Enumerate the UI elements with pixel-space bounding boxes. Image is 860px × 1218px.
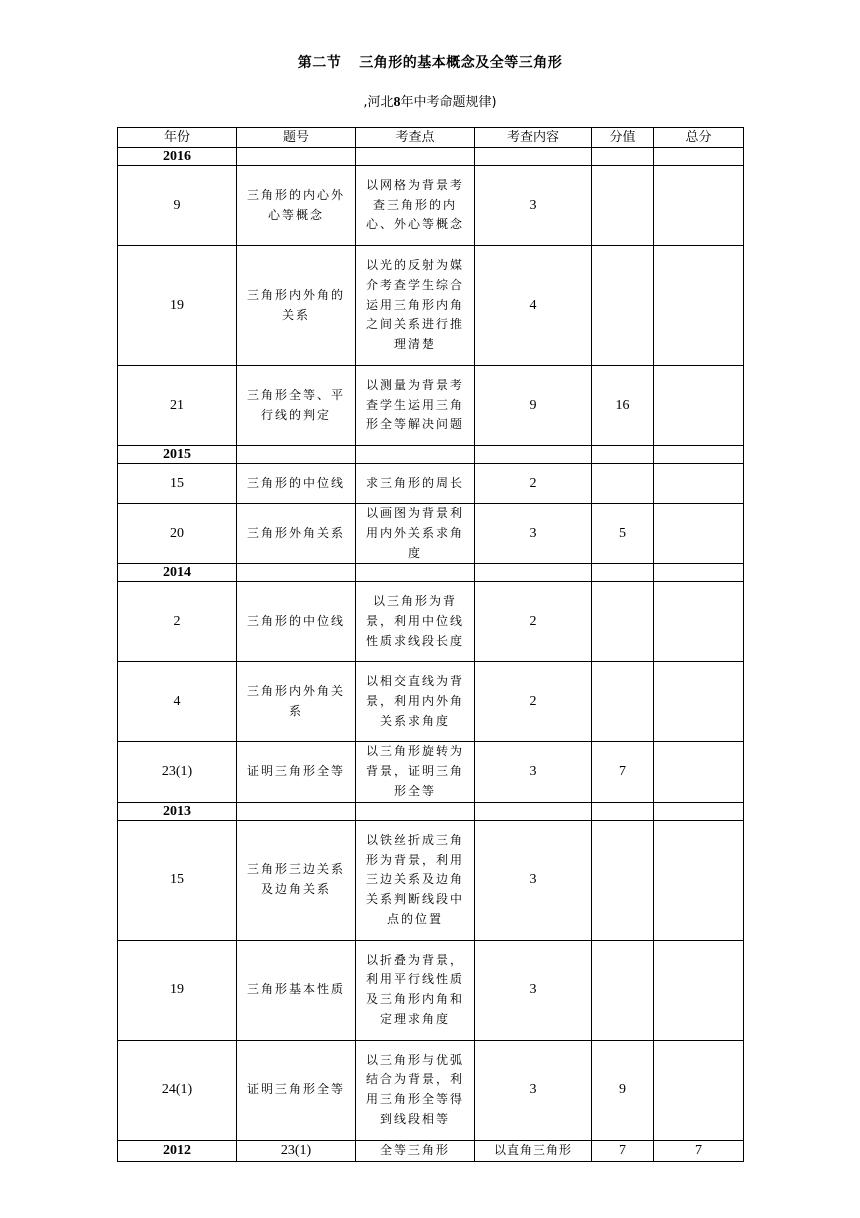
- subtotal-cell: 9: [592, 1040, 654, 1140]
- question-number-cell: 23(1): [118, 742, 237, 802]
- table-row: [118, 166, 744, 246]
- exam-point-cell: 三角形的中位线: [237, 582, 356, 662]
- subtotal-cell: [592, 166, 654, 246]
- page-subtitle: [0, 91, 860, 111]
- section-label: 第二节: [297, 55, 342, 71]
- subtotal-cell: 16: [592, 366, 654, 446]
- year-row: [118, 802, 744, 820]
- score-cell: 3: [475, 940, 592, 1040]
- table-row: [118, 1140, 744, 1161]
- score-cell: 2: [475, 582, 592, 662]
- header-question-number: 题号: [237, 128, 356, 148]
- exam-content-cell: 以三角形为背景，利用中位线性质求线段长度: [356, 582, 475, 662]
- score-cell: 2: [475, 662, 592, 742]
- table-row: [118, 246, 744, 366]
- exam-point-cell: 三角形的内心外心等概念: [237, 166, 356, 246]
- score-cell: 3: [475, 1040, 592, 1140]
- subtotal-cell: [592, 662, 654, 742]
- question-number-cell: 9: [118, 166, 237, 246]
- exam-point-cell: 三角形的中位线: [237, 464, 356, 504]
- score-cell: 9: [475, 366, 592, 446]
- year-cell: 2013: [118, 802, 237, 820]
- table-row: [118, 820, 744, 940]
- exam-point-cell: 三角形基本性质: [237, 940, 356, 1040]
- table-row: [118, 662, 744, 742]
- year-row: [118, 148, 744, 166]
- exam-content-cell: 以折叠为背景，利用平行线性质及三角形内角和定理求角度: [356, 940, 475, 1040]
- exam-content-cell: 求三角形的周长: [356, 464, 475, 504]
- exam-content-cell: 以直角三角形: [475, 1140, 592, 1161]
- table-header-row: [118, 128, 744, 148]
- exam-content-cell: 以相交直线为背景，利用内外角关系求角度: [356, 662, 475, 742]
- section-heading: 三角形的基本概念及全等三角形: [359, 55, 563, 71]
- year-cell: 2016: [118, 148, 237, 166]
- header-total: 总分: [654, 128, 744, 148]
- score-cell: 3: [475, 504, 592, 564]
- exam-content-cell: 以三角形旋转为背景，证明三角形全等: [356, 742, 475, 802]
- question-number-cell: 2: [118, 582, 237, 662]
- exam-content-cell: 以铁丝折成三角形为背景，利用三边关系及边角关系判断线段中点的位置: [356, 820, 475, 940]
- exam-content-cell: 以画图为背景利用内外关系求角度: [356, 504, 475, 564]
- exam-content-cell: 以光的反射为媒介考查学生综合运用三角形内角之间关系进行推理清楚: [356, 246, 475, 366]
- score-cell: 3: [475, 820, 592, 940]
- exam-point-cell: 三角形三边关系及边角关系: [237, 820, 356, 940]
- table-row: [118, 366, 744, 446]
- subtitle-prefix: ,河北: [363, 95, 394, 110]
- exam-point-cell: 三角形内外角的关系: [237, 246, 356, 366]
- exam-point-cell: 证明三角形全等: [237, 1040, 356, 1140]
- subtotal-cell: [592, 940, 654, 1040]
- exam-content-cell: 以三角形与优弧结合为背景，利用三角形全等得到线段相等: [356, 1040, 475, 1140]
- subtitle-number: 8: [393, 95, 401, 110]
- subtotal-cell: [592, 464, 654, 504]
- exam-content-cell: 以网格为背景考查三角形的内心、外心等概念: [356, 166, 475, 246]
- table-row: [118, 940, 744, 1040]
- exam-content-cell: 以测量为背景考查学生运用三角形全等解决问题: [356, 366, 475, 446]
- question-number-cell: 15: [118, 820, 237, 940]
- subtotal-cell: [592, 820, 654, 940]
- table-row: [118, 504, 744, 564]
- question-number-cell: 20: [118, 504, 237, 564]
- question-number-cell: 23(1): [237, 1140, 356, 1161]
- score-cell: 4: [475, 246, 592, 366]
- header-score: 分值: [592, 128, 654, 148]
- table-row: [118, 582, 744, 662]
- table-row: [118, 464, 744, 504]
- subtitle-suffix: 年中考命题规律): [400, 95, 497, 110]
- question-number-cell: 21: [118, 366, 237, 446]
- subtotal-cell: 7: [592, 742, 654, 802]
- score-cell: 3: [475, 166, 592, 246]
- question-number-cell: 4: [118, 662, 237, 742]
- question-number-cell: 19: [118, 246, 237, 366]
- exam-point-cell: 三角形全等、平行线的判定: [237, 366, 356, 446]
- exam-pattern-table: [117, 127, 744, 1162]
- subtotal-cell: 5: [592, 504, 654, 564]
- subtotal-cell: [592, 246, 654, 366]
- score-cell: 3: [475, 742, 592, 802]
- year-cell: 2015: [118, 446, 237, 464]
- exam-point-cell: 三角形内外角关系: [237, 662, 356, 742]
- header-exam-content: 考查内容: [475, 128, 592, 148]
- page-title: [0, 52, 860, 72]
- year-cell: 2014: [118, 564, 237, 582]
- exam-point-cell: 三角形外角关系: [237, 504, 356, 564]
- score-cell: 7: [592, 1140, 654, 1161]
- total-cell: 7: [654, 1140, 744, 1161]
- question-number-cell: 15: [118, 464, 237, 504]
- year-row: [118, 564, 744, 582]
- subtotal-cell: [592, 582, 654, 662]
- question-number-cell: 24(1): [118, 1040, 237, 1140]
- question-number-cell: 19: [118, 940, 237, 1040]
- table-row: [118, 1040, 744, 1140]
- year-cell: 2012: [118, 1140, 237, 1161]
- exam-point-cell: 全等三角形: [356, 1140, 475, 1161]
- header-exam-point: 考查点: [356, 128, 475, 148]
- year-row: [118, 446, 744, 464]
- score-cell: 2: [475, 464, 592, 504]
- exam-point-cell: 证明三角形全等: [237, 742, 356, 802]
- table-row: [118, 742, 744, 802]
- header-year: 年份: [118, 128, 237, 148]
